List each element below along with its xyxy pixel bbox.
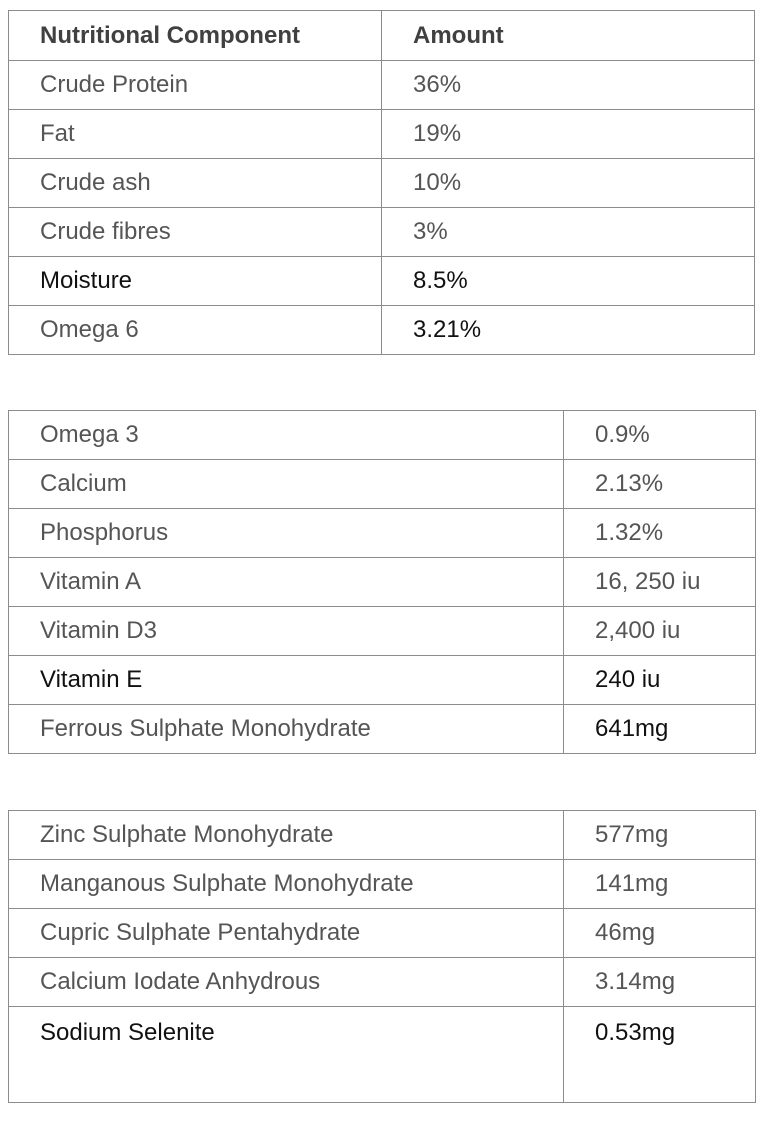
component-amount: 2.13% bbox=[564, 460, 756, 509]
header-nutritional-component: Nutritional Component bbox=[9, 11, 382, 61]
header-amount: Amount bbox=[382, 11, 755, 61]
component-amount: 19% bbox=[382, 110, 755, 159]
table-row bbox=[9, 208, 755, 257]
nutrition-table-minerals bbox=[8, 810, 756, 1103]
table-row bbox=[9, 306, 755, 355]
component-amount: 0.9% bbox=[564, 411, 756, 460]
component-name: Zinc Sulphate Monohydrate bbox=[9, 811, 564, 860]
component-name: Moisture bbox=[9, 257, 382, 306]
component-name: Phosphorus bbox=[9, 509, 564, 558]
nutrition-table-vitamins bbox=[8, 410, 756, 754]
table-row bbox=[9, 958, 756, 1007]
table-row bbox=[9, 257, 755, 306]
component-name: Omega 3 bbox=[9, 411, 564, 460]
component-name: Calcium bbox=[9, 460, 564, 509]
component-amount: 240 iu bbox=[564, 656, 756, 705]
component-name: Fat bbox=[9, 110, 382, 159]
table-row bbox=[9, 705, 756, 754]
component-amount: 3% bbox=[382, 208, 755, 257]
table-row bbox=[9, 1007, 756, 1103]
component-name: Ferrous Sulphate Monohydrate bbox=[9, 705, 564, 754]
table-row bbox=[9, 159, 755, 208]
table-row bbox=[9, 656, 756, 705]
component-amount: 641mg bbox=[564, 705, 756, 754]
component-name: Omega 6 bbox=[9, 306, 382, 355]
component-name: Vitamin E bbox=[9, 656, 564, 705]
component-amount: 3.14mg bbox=[564, 958, 756, 1007]
component-amount: 2,400 iu bbox=[564, 607, 756, 656]
component-amount: 10% bbox=[382, 159, 755, 208]
component-amount: 141mg bbox=[564, 860, 756, 909]
component-name: Manganous Sulphate Monohydrate bbox=[9, 860, 564, 909]
table-row bbox=[9, 460, 756, 509]
nutrition-table-main bbox=[8, 10, 755, 355]
table-header-row bbox=[9, 11, 755, 61]
table-row bbox=[9, 411, 756, 460]
table-row bbox=[9, 509, 756, 558]
component-name: Crude Protein bbox=[9, 61, 382, 110]
component-amount: 0.53mg bbox=[564, 1007, 756, 1103]
component-amount: 46mg bbox=[564, 909, 756, 958]
table-row bbox=[9, 110, 755, 159]
component-name: Crude fibres bbox=[9, 208, 382, 257]
component-name: Vitamin A bbox=[9, 558, 564, 607]
table-row bbox=[9, 811, 756, 860]
component-amount: 3.21% bbox=[382, 306, 755, 355]
component-amount: 16, 250 iu bbox=[564, 558, 756, 607]
table-row bbox=[9, 61, 755, 110]
table-row bbox=[9, 607, 756, 656]
component-amount: 1.32% bbox=[564, 509, 756, 558]
table-row bbox=[9, 558, 756, 607]
table-row bbox=[9, 909, 756, 958]
component-name: Sodium Selenite bbox=[9, 1007, 564, 1103]
component-amount: 8.5% bbox=[382, 257, 755, 306]
component-name: Calcium Iodate Anhydrous bbox=[9, 958, 564, 1007]
component-amount: 36% bbox=[382, 61, 755, 110]
component-amount: 577mg bbox=[564, 811, 756, 860]
component-name: Cupric Sulphate Pentahydrate bbox=[9, 909, 564, 958]
component-name: Crude ash bbox=[9, 159, 382, 208]
table-row bbox=[9, 860, 756, 909]
component-name: Vitamin D3 bbox=[9, 607, 564, 656]
